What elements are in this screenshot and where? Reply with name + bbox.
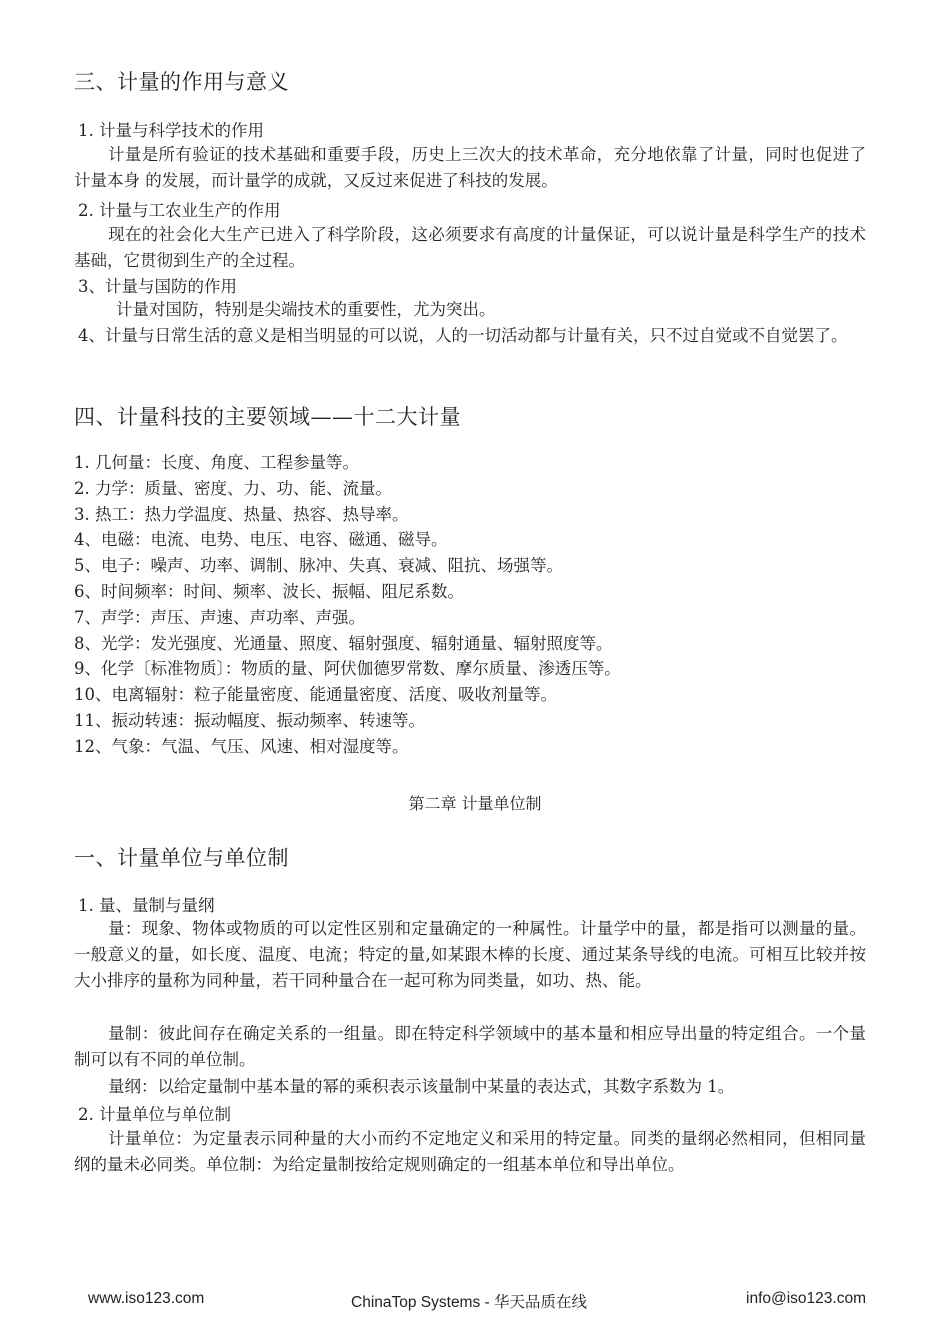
list-item: 1. 几何量：长度、角度、工程参量等。 — [74, 453, 359, 472]
footer-website: www.iso123.com — [88, 1290, 205, 1307]
measurement-fields-list — [74, 450, 621, 760]
chapter-title: 第二章 计量单位制 — [408, 794, 542, 813]
footer-company: ChinaTop Systems - 华天品质在线 — [351, 1294, 587, 1311]
footer-email: info@iso123.com — [746, 1290, 866, 1307]
list-item: 2. 力学：质量、密度、力、功、能、流量。 — [74, 478, 392, 498]
section-3-heading: 三、计量的作用与意义 — [74, 70, 289, 94]
section-3-1-text: 计量是所有验证的技术基础和重要手段，历史上三次大的技术革命，充分地依靠了计量，同时也促进了计量本身 的发展，而计量学的成就，又反过来促进了科技的发展。 — [74, 145, 866, 190]
unit-definition: 计量单位：为定量表示同种量的大小而约不定地定义和采用的特定量。同类的量纲必然相同，但相同量纲的量未必同类。单位制：为给定量制按给定规则确定的一组基本单位和导出单位。 — [74, 1129, 866, 1174]
list-item: 7、声学：声压、声速、声功率、声强。 — [74, 607, 365, 627]
dimension-definition: 量纲：以给定量制中基本量的幂的乘积表示该量制中某量的表达式，其数字系数为 1。 — [108, 1077, 735, 1096]
list-item: 4、电磁：电流、电势、电压、电容、磁通、磁导。 — [74, 530, 448, 550]
section-3-2-title: 2. 计量与工农业生产的作用 — [78, 201, 281, 220]
list-item: 11、振动转速：振动幅度、振动频率、转速等。 — [74, 710, 425, 730]
section-4-heading: 四、计量科技的主要领域——十二大计量 — [74, 405, 461, 429]
list-item: 8、光学：发光强度、光通量、照度、辐射强度、辐射通量、辐射照度等。 — [74, 633, 613, 653]
chapter-2-section-1-heading: 一、计量单位与单位制 — [74, 846, 289, 870]
list-item: 9、化学〔标准物质〕：物质的量、阿伏伽德罗常数、摩尔质量、渗透压等。 — [74, 659, 621, 679]
section-3-4-text: 4、计量与日常生活的意义是相当明显的可以说，人的一切活动都与计量有关，只不过自觉或不自觉罢了。 — [78, 326, 848, 345]
quantity-definition: 量：现象、物体或物质的可以定性区别和定量确定的一种属性。计量学中的量，都是指可以测量的量。一般意义的量，如长度、温度、电流；特定的量,如某跟木棒的长度、通过某条导线的电流。可相互比较并按大小排序的量称为同种量，若干同种量合在一起可称为同类量，如功、热、能。 — [74, 919, 866, 990]
list-item: 3. 热工：热力学温度、热量、热容、热导率。 — [74, 504, 409, 524]
section-3-3-title: 3、计量与国防的作用 — [78, 277, 237, 296]
quantity-system-definition: 量制：彼此间存在确定关系的一组量。即在特定科学领域中的基本量和相应导出量的特定组合。一个量制可以有不同的单位制。 — [74, 1024, 866, 1069]
section-3-2-text: 现在的社会化大生产已进入了科学阶段，这必须要求有高度的计量保证，可以说计量是科学生产的技术基础，它贯彻到生产的全过程。 — [74, 225, 866, 270]
list-item: 10、电离辐射：粒子能量密度、能通量密度、活度、吸收剂量等。 — [74, 685, 557, 705]
section-3-1-title: 1. 计量与科学技术的作用 — [78, 121, 264, 140]
chapter-2-2-title: 2. 计量单位与单位制 — [78, 1105, 231, 1124]
list-item: 12、气象：气温、气压、风速、相对湿度等。 — [74, 736, 409, 756]
section-3-3-text: 计量对国防，特别是尖端技术的重要性，尤为突出。 — [116, 300, 496, 319]
chapter-2-1-title: 1. 量、量制与量纲 — [78, 896, 215, 915]
list-item: 5、电子：噪声、功率、调制、脉冲、失真、衰减、阻抗、场强等。 — [74, 556, 563, 576]
list-item: 6、时间频率：时间、频率、波长、振幅、阻尼系数。 — [74, 581, 464, 601]
